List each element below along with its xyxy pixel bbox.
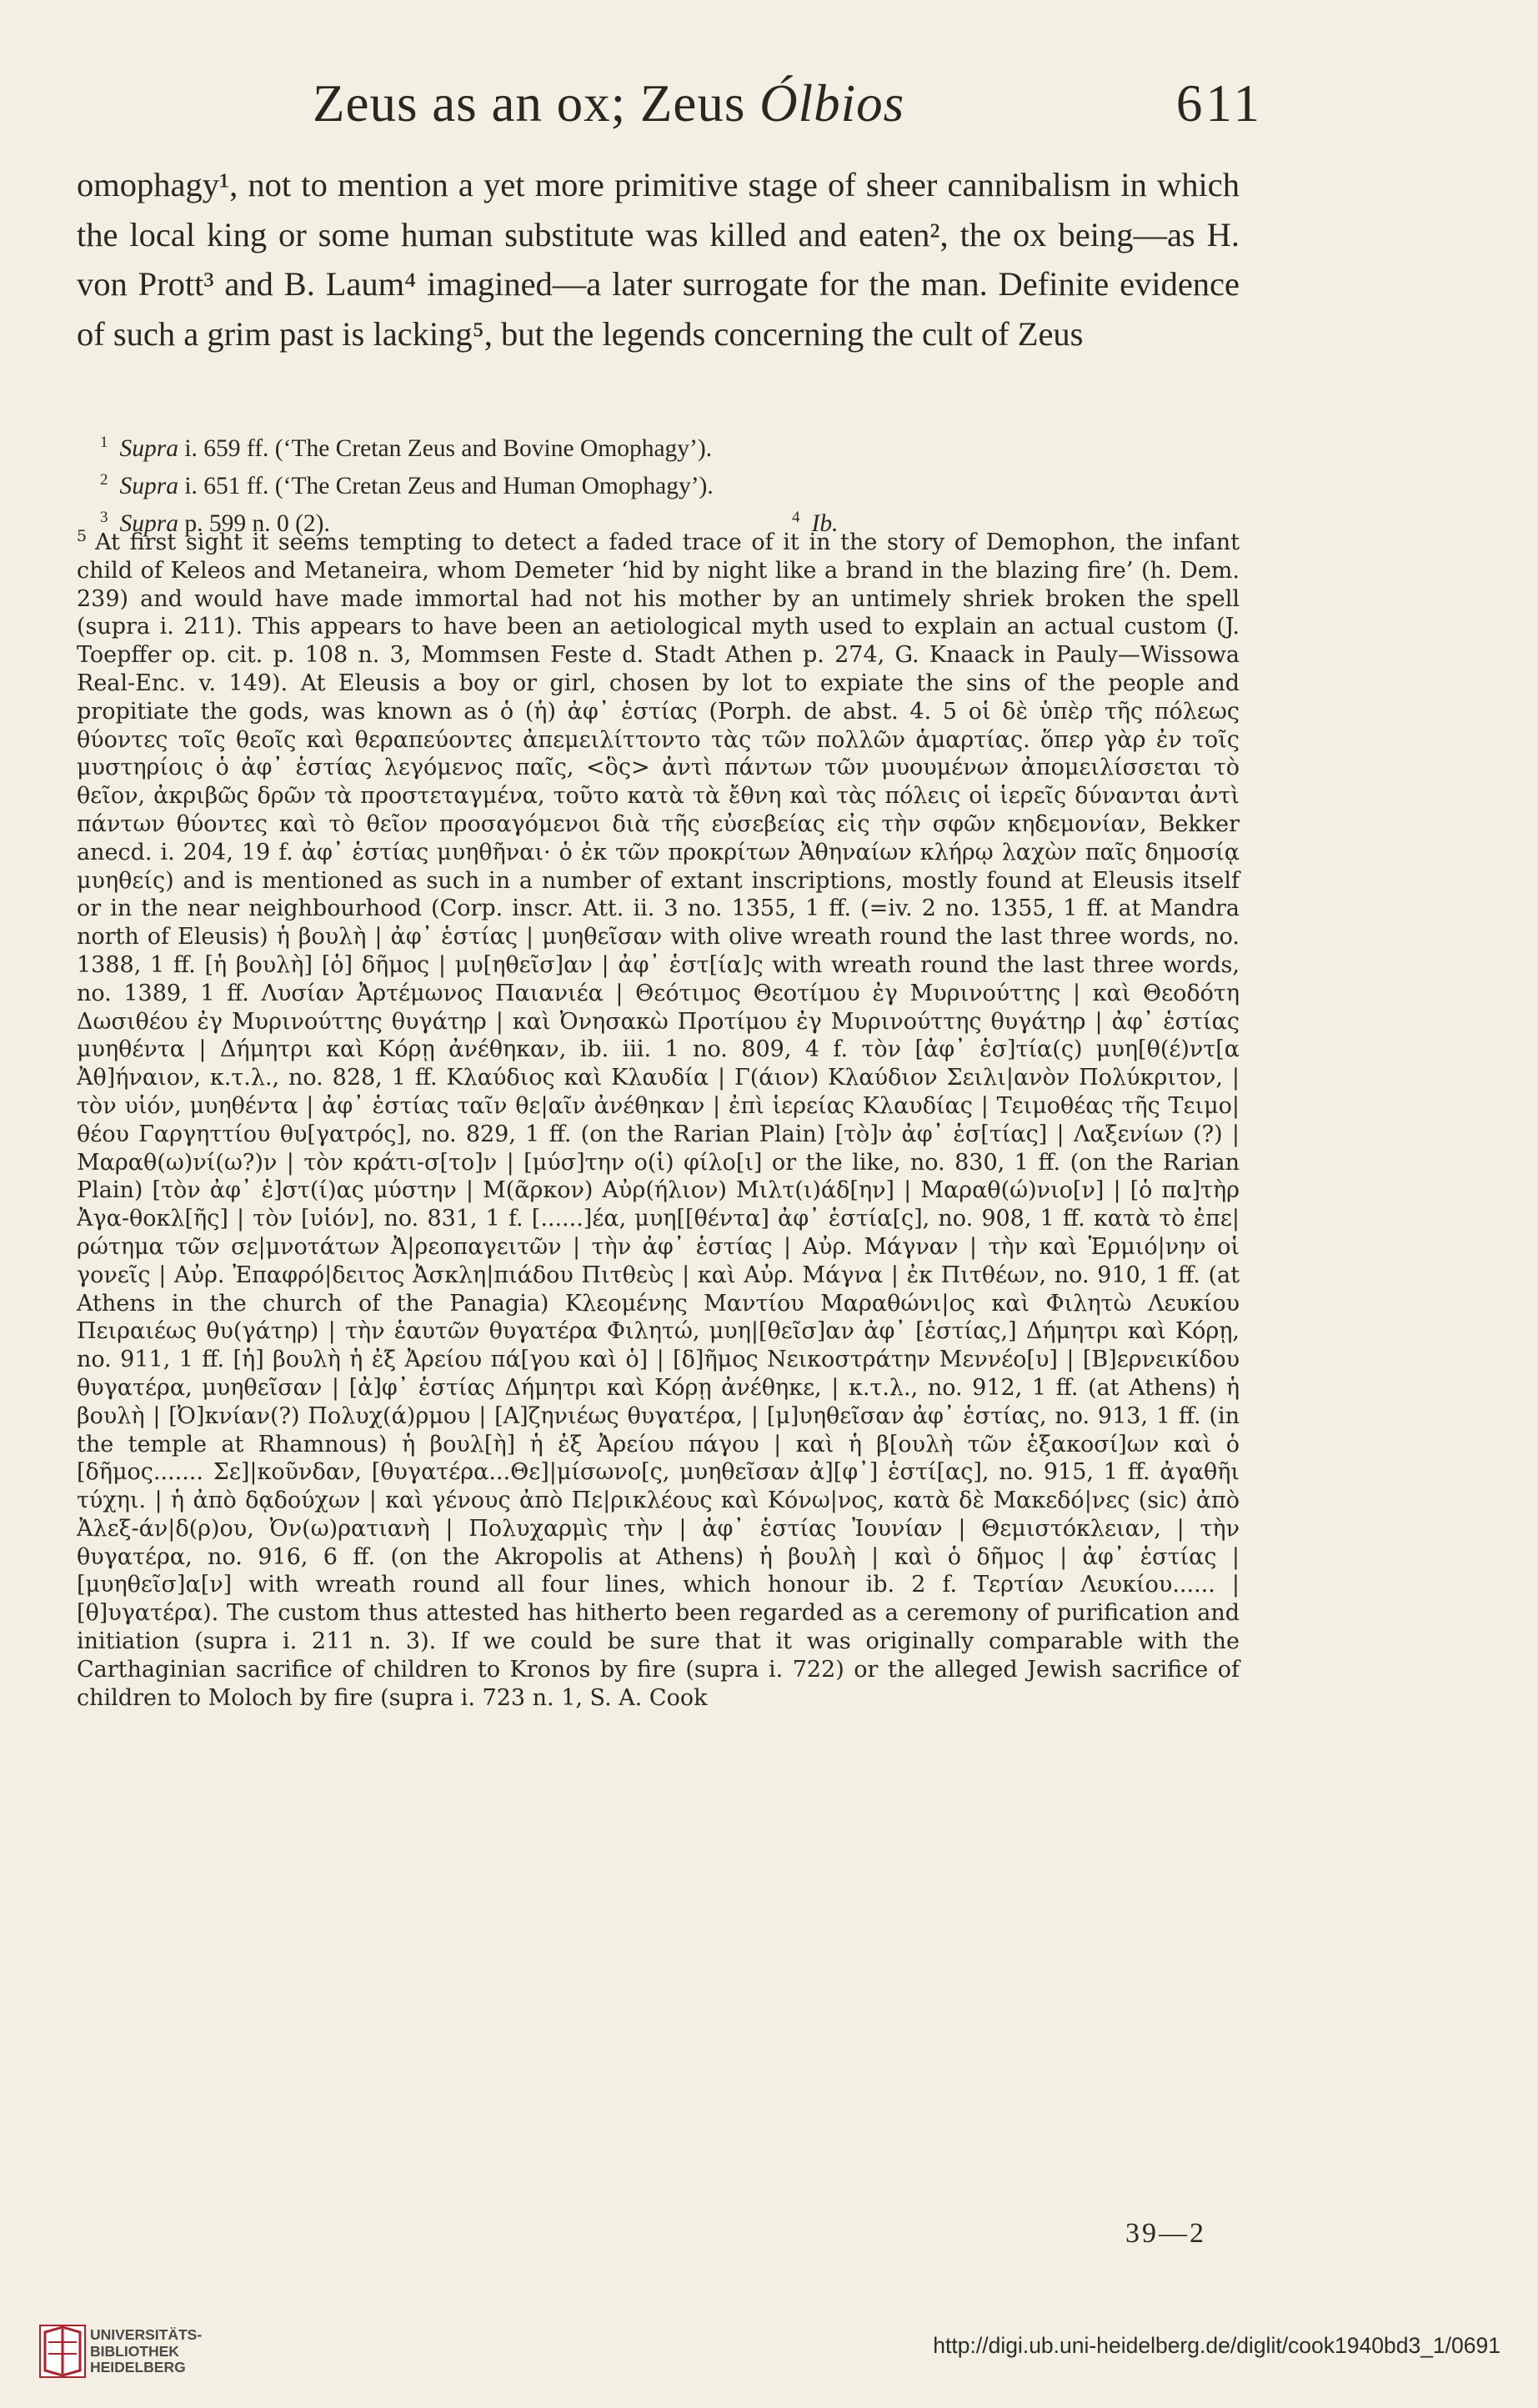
running-title: Zeus as an ox; Zeus Ólbios: [313, 74, 905, 133]
page-number: 611: [1175, 74, 1263, 133]
footnote-2: $^2$ Supra i. 651 ff. (‘The Cretan Zeus and Human Omophagy’).: [100, 470, 714, 499]
main-text: [77, 160, 1240, 359]
running-header: [313, 73, 1263, 140]
library-name: UNIVERSITÄTS- BIBLIOTHEK HEIDELBERG: [90, 2326, 203, 2375]
footnote-5-number: 5: [77, 527, 88, 545]
footnote-5-text: At first sight it seems tempting to detect a faded trace of it in the story of Demophon, the infant child of Keleos and Metaneira, whom Demeter ‘hid by night like a brand in the blazing fire’ (h. Dem. 239) and would have made immortal had not his mother by an untimely shriek broken the spell (supra i. 211). This appears to have been an aetiological myth used to explain an actual custom (J. Toepffer op. cit. p. 108 n. 3, Mommsen Feste d. Stadt Athen p. 274, G. Knaack in Pauly—Wissowa Real-Enc. v. 149). At Eleusis a boy or girl, chosen by lot to expiate the sins of the people and propitiate the gods, was known as ὁ (ἡ) ἀφ᾽ ἑστίας (Porph. de abst. 4. 5 οἱ δὲ ὑπὲρ τῆς πόλεως θύοντες τοῖς θεοῖς καὶ θεραπεύοντες ἀπεμειλίττοντο τὰς τῶν πολλῶν ἁμαρτίας. ὅπερ γὰρ ἐν τοῖς μυστηρίοις ὁ ἀφ᾽ ἑστίας λεγόμενος παῖς, <ὃς> ἀντὶ πάντων τῶν μυουμένων ἀπομειλίσσεται τὸ θεῖον, ἀκριβῶς δρῶν τὰ προστεταγμένα, τοῦτο κατὰ τὰ ἔθνη καὶ τὰς πόλεις οἱ ἱερεῖς δύνανται ἀντὶ πάντων θύοντες καὶ τὸ θεῖον προσαγόμενοι διὰ τῆς εὐσεβείας εἰς τὴν σφῶν κηδεμονίαν, Bekker anecd. i. 204, 19 f. ἀφ᾽ ἑστίας μυηθῆναι· ὁ ἐκ τῶν προκρίτων Ἀθηναίων κλήρῳ λαχὼν παῖς δημοσίᾳ μυηθείς) and is mentioned as such in a number of extant inscriptions, mostly found at Eleusis itself or in the near neighbourhood (Corp. inscr. Att. ii. 3 no. 1355, 1 ff. (=iv. 2 no. 1355, 1 ff. at Mandra north of Eleusis) ἡ βουλὴ | ἀφ᾽ ἑστίας | μυηθεῖσαν with olive wreath round the last three words, no. 1388, 1 ff. [ἡ βουλὴ] [ὁ] δῆμος | μυ[ηθεῖσ]αν | ἀφ᾽ ἑστ[ία]ς with wreath round the last three words, no. 1389, 1 ff. Λυσίαν Ἀρτέμωνος Παιανιέα | Θεότιμος Θεοτίμου ἐγ Μυρινούττης | καὶ Θεοδότη Δωσιθέου ἐγ Μυρινούττης θυγάτηρ | καὶ Ὀνησακὼ Προτίμου ἐγ Μυρινούττης θυγάτηρ | ἀφ᾽ ἑστίας μυηθέντα | Δήμητρι καὶ Κόρῃ ἀνέθηκαν, ib. iii. 1 no. 809, 4 f. τὸν [ἀφ᾽ ἑσ]τία(ς) μυη[θ(έ)ντ[α Ἀθ]ήναιον, κ.τ.λ., no. 828, 1 ff. Κλαύδιος καὶ Κλαυδία | Γ(άιον) Κλαύδιον Σειλι|ανὸν Πολύκριτον, | τὸν υἱόν, μυηθέντα | ἀφ᾽ ἑστίας ταῖν θε|αῖν ἀνέθηκαν | ἐπὶ ἱερείας Κλαυδίας | Τειμοθέας τῆς Τειμο|θέου Γαργηττίου θυ[γατρός], no. 829, 1 ff. (on the Rarian Plain) [τὸ]ν ἀφ᾽ ἑσ[τίας] | Λαξενίων (?) | Μαραθ(ω)νί(ω?)ν | τὸν κράτι-σ[το]ν | [μύσ]την ο(ἱ) φίλο[ι] or the like, no. 830, 1 ff. (on the Rarian Plain) [τὸν ἀφ᾽ ἑ]στ(ί)ας μύστην | Μ(ᾶρκον) Αὐρ(ήλιον) Μιλτ(ι)άδ[ην] | Μαραθ(ώ)νιο[ν] | [ὁ πα]τὴρ Ἀγα-θοκλ[ῆς] | τὸν [υἱόν], no. 831, 1 f. [......]έα, μυη[[θέντα] ἀφ᾽ ἑστία[ς], no. 908, 1 ff. κατὰ τὸ ἐπε|ρώτημα τῶν σε|μνοτάτων Ἀ|ρεοπαγειτῶν | τὴν ἀφ᾽ ἑστίας | Αὐρ. Μάγναν | τὴν καὶ Ἑρμιό|νην οἱ γονεῖς | Αὐρ. Ἐπαφρό|δειτος Ἀσκλη|πιάδου Πιτθεὺς | καὶ Αὐρ. Μάγνα | ἐκ Πιτθέων, no. 910, 1 ff. (at Athens in the church of the Panagia) Κλεομένης Μαντίου Μαραθώνι|ος καὶ Φιλητὼ Λευκίου Πειραιέως θυ(γάτηρ) | τὴν ἑαυτῶν θυγατέρα Φιλητώ, μυη|[θεῖσ]αν ἀφ᾽ [ἑστίας,] Δήμητρι καὶ Κόρῃ, no. 911, 1 ff. [ἡ] βουλὴ ἡ ἐξ Ἀρείου πά[γου καὶ ὁ] | [δ]ῆμος Νεικοστράτην Μεννέο[υ] | [Β]ερνεικίδου θυγατέρα, μυηθεῖσαν | [ἀ]φ᾽ ἑστίας Δήμητρι καὶ Κόρῃ ἀνέθηκε, | κ.τ.λ., no. 912, 1 ff. (at Athens) ἡ βουλὴ | [Ὀ]κνίαν(?) Πολυχ(ά)ρμου | [Α]ζηνιέως θυγατέρα, | [μ]υηθεῖσαν ἀφ᾽ ἑστίας, no. 913, 1 ff. (in the temple at Rhamnous) ἡ βουλ[ὴ] ἡ ἐξ Ἀρείου πάγου | καὶ ἡ β[ουλὴ τῶν ἑξακοσί]ων καὶ ὁ [δῆμος....... Σε]|κοῦνδαν, [θυγατέρα...Θε]|μίσωνο[ς, μυηθεῖσαν ἀ][φ᾽] ἑστί[ας], no. 915, 1 ff. ἀγαθῆι τύχηι. | ἡ ἀπὸ δᾳδούχων | καὶ γένους ἀπὸ Πε|ρικλέους καὶ Κόνω|νος, κατὰ δὲ Μακεδό|νες (sic) ἀπὸ Ἀλεξ-άν|δ(ρ)ου, Ὀν(ω)ρατιανὴ | Πολυχαρμὶς τὴν | ἀφ᾽ ἑστίας Ἰουνίαν | Θεμιστόκλειαν, | τὴν θυγατέρα, no. 916, 6 ff. (on the Akropolis at Athens) ἡ βουλὴ | καὶ ὁ δῆμος | ἀφ᾽ ἑστίας | [μυηθεῖσ]α[ν] with wreath round all four lines, which honour ib. 2 f. Τερτίαν Λευκίου...... | [θ]υγατέρα). The custom thus attested has hitherto been regarded as a ceremony of purification and initiation (supra i. 211 n. 3). If we could be sure that it was originally comparable with the Carthaginian sacrifice of children to Kronos by fire (supra i. 722) or the alleged Jewish sacrifice of children to Moloch by fire (supra i. 723 n. 1, S. A. Cook: [77, 529, 1240, 1711]
signature-mark: 39—2: [1125, 2218, 1206, 2249]
running-title-italic: Ólbios: [759, 74, 905, 133]
footnote-3: $^3$ Supra p. 599 n. 0 (2). $^4$ Ib.: [100, 502, 1238, 539]
footnote-5: [77, 523, 1240, 1712]
footnote-4: $^4$ Ib.: [792, 508, 839, 537]
source-url-link[interactable]: http://digi.ub.uni-heidelberg.de/diglit/cook1940bd3_1/0691: [933, 2333, 1500, 2358]
main-paragraph: omophagy¹, not to mention a yet more primitive stage of sheer cannibalism in which the local king or some human substitute was killed and eaten², the ox being—as H. von Prott³ and B. Laum⁴ imagined—a later surrogate for the man. Definite evidence of such a grim past is lacking⁵, but the legends concerning the cult of Zeus: [77, 166, 1240, 353]
university-library-logo-icon: [38, 2324, 87, 2379]
footnote-1: $^1$ Supra i. 659 ff. (‘The Cretan Zeus and Bovine Omophagy’).: [100, 434, 713, 462]
